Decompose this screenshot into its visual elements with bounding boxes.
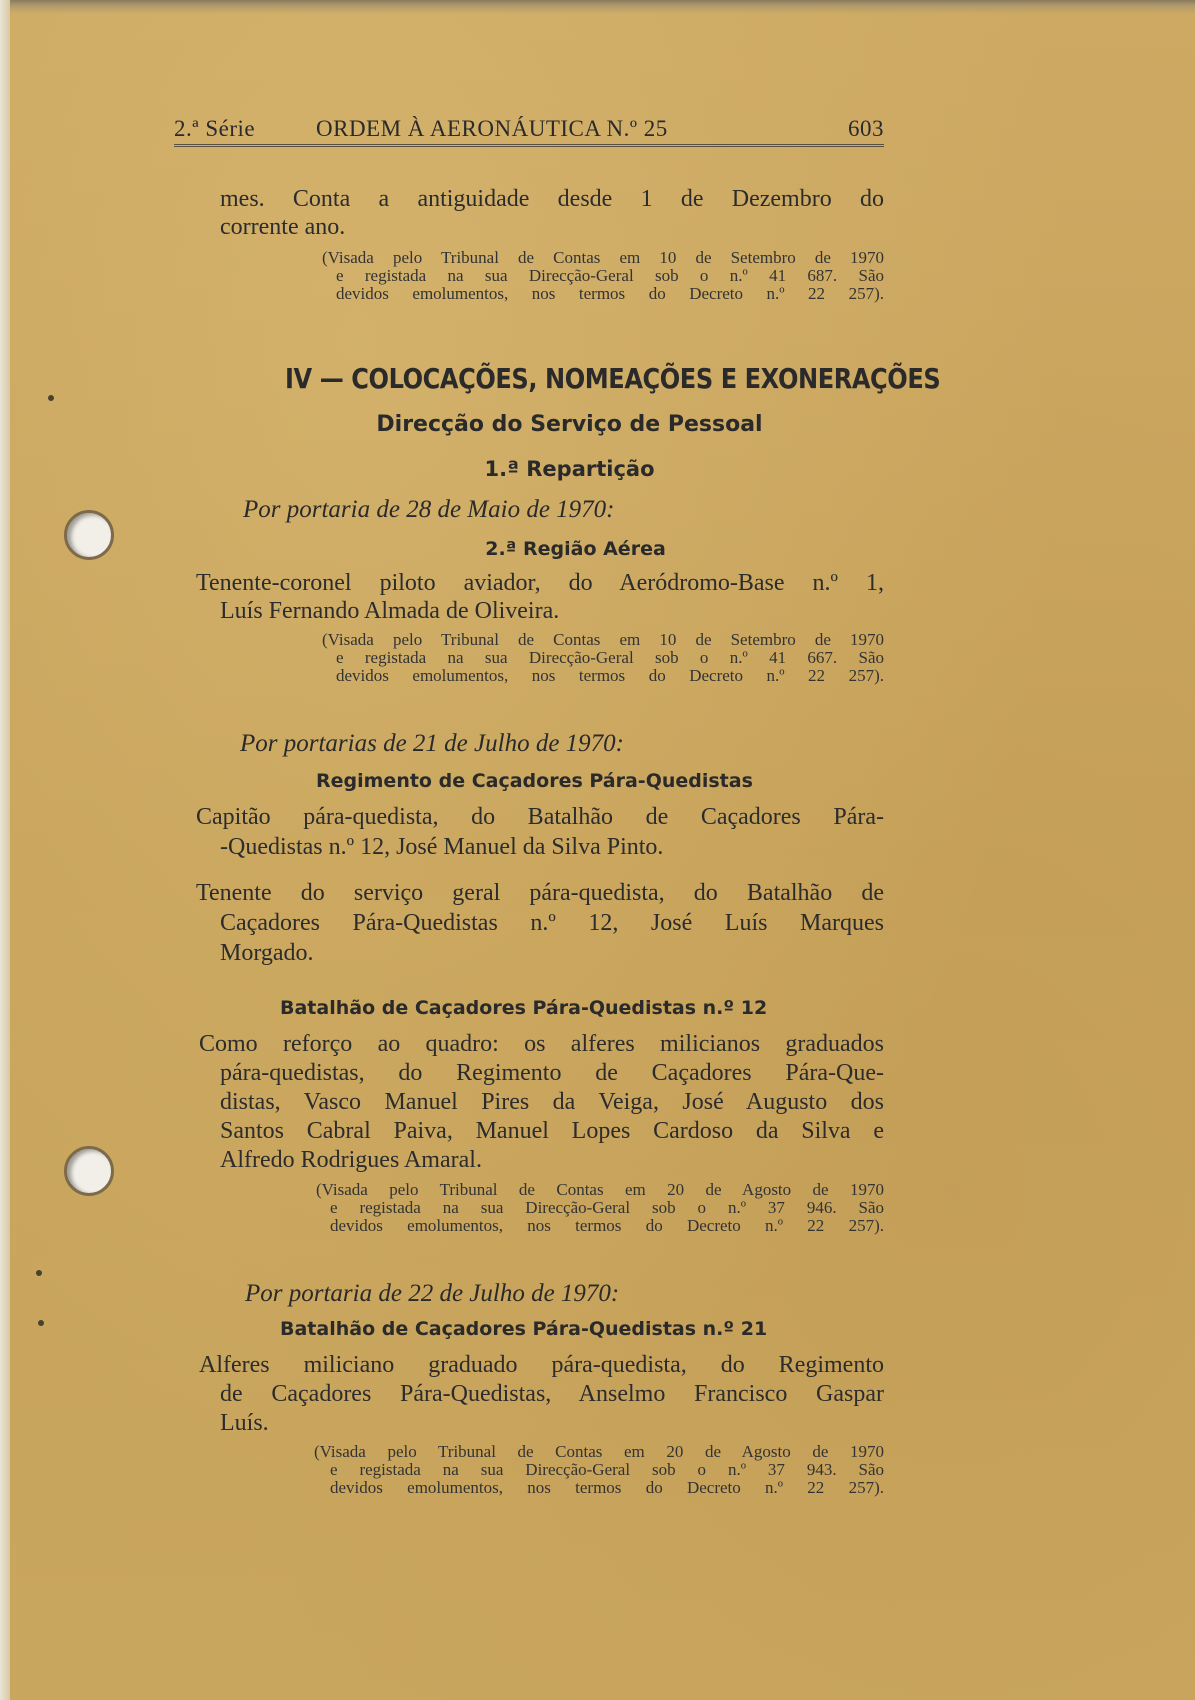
note-line: devidos emolumentos, nos termos do Decreto n.º 22 257). — [336, 284, 884, 303]
body-line: de Caçadores Pára-Quedistas, Anselmo Francisco Gaspar — [220, 1381, 884, 1407]
section-title: IV — COLOCAÇÕES, NOMEAÇÕES E EXONERAÇÕES — [285, 362, 941, 395]
direction-heading: Direcção do Serviço de Pessoal — [376, 412, 763, 437]
body-line: Como reforço ao quadro: os alferes milicianos graduados — [199, 1031, 884, 1057]
note-line: e registada na sua Direcção-Geral sob o n.º 37 946. São — [330, 1198, 884, 1217]
body-line: distas, Vasco Manuel Pires da Veiga, José Augusto dos — [220, 1089, 884, 1115]
binder-hole-lower — [64, 1146, 114, 1196]
portaria-heading: Por portaria de 28 de Maio de 1970: — [243, 496, 615, 523]
region-heading: 2.ª Região Aérea — [485, 538, 666, 560]
battalion-heading: Batalhão de Caçadores Pára-Quedistas n.º 21 — [280, 1318, 768, 1340]
note-line: (Visada pelo Tribunal de Contas em 10 de Setembro de 1970 — [322, 630, 884, 649]
page-left-edge — [0, 0, 10, 1700]
body-line: Santos Cabral Paiva, Manuel Lopes Cardoso da Silva e — [220, 1118, 884, 1144]
speck-mark — [38, 1320, 44, 1326]
battalion-heading: Batalhão de Caçadores Pára-Quedistas n.º 12 — [280, 997, 768, 1019]
note-line: devidos emolumentos, nos termos do Decreto n.º 22 257). — [330, 1216, 884, 1235]
note-line: devidos emolumentos, nos termos do Decreto n.º 22 257). — [336, 666, 884, 685]
note-line: (Visada pelo Tribunal de Contas em 20 de Agosto de 1970 — [316, 1180, 884, 1199]
body-line: Luís Fernando Almada de Oliveira. — [220, 598, 560, 624]
regiment-heading: Regimento de Caçadores Pára-Quedistas — [316, 770, 753, 792]
publication-title: ORDEM À AERONÁUTICA N.º 25 — [316, 116, 668, 141]
note-line: (Visada pelo Tribunal de Contas em 20 de Agosto de 1970 — [314, 1442, 884, 1461]
body-line: Caçadores Pára-Quedistas n.º 12, José Luís Marques — [220, 910, 884, 936]
note-line: (Visada pelo Tribunal de Contas em 10 de Setembro de 1970 — [322, 248, 884, 267]
body-line: Alferes miliciano graduado pára-quedista, do Regimento — [199, 1352, 884, 1378]
page-top-edge — [0, 0, 1195, 14]
body-line: corrente ano. — [220, 214, 346, 240]
body-line: pára-quedistas, do Regimento de Caçadores Pára-Que- — [220, 1060, 884, 1086]
note-line: devidos emolumentos, nos termos do Decreto n.º 22 257). — [330, 1478, 884, 1497]
body-line: mes. Conta a antiguidade desde 1 de Dezembro do — [220, 186, 884, 212]
series-label: 2.ª Série — [174, 116, 256, 141]
body-line: Tenente do serviço geral pára-quedista, do Batalhão de — [196, 880, 884, 906]
speck-mark — [48, 395, 54, 401]
note-line: e registada na sua Direcção-Geral sob o n.º 41 687. São — [336, 266, 884, 285]
body-line: Luís. — [220, 1410, 269, 1436]
page-number: 603 — [848, 116, 884, 141]
speck-mark — [36, 1270, 42, 1276]
body-line: Capitão pára-quedista, do Batalhão de Caçadores Pára- — [196, 804, 884, 830]
body-line: Tenente-coronel piloto aviador, do Aeródromo-Base n.º 1, — [196, 570, 884, 596]
portaria-heading: Por portarias de 21 de Julho de 1970: — [240, 730, 624, 757]
repartition-heading: 1.ª Repartição — [484, 457, 655, 481]
body-line: Morgado. — [220, 940, 314, 966]
note-line: e registada na sua Direcção-Geral sob o n.º 41 667. São — [336, 648, 884, 667]
body-line: Alfredo Rodrigues Amaral. — [220, 1147, 482, 1173]
page-header — [174, 112, 884, 147]
note-line: e registada na sua Direcção-Geral sob o n.º 37 943. São — [330, 1460, 884, 1479]
body-line: -Quedistas n.º 12, José Manuel da Silva Pinto. — [220, 834, 664, 860]
portaria-heading: Por portaria de 22 de Julho de 1970: — [245, 1280, 620, 1307]
